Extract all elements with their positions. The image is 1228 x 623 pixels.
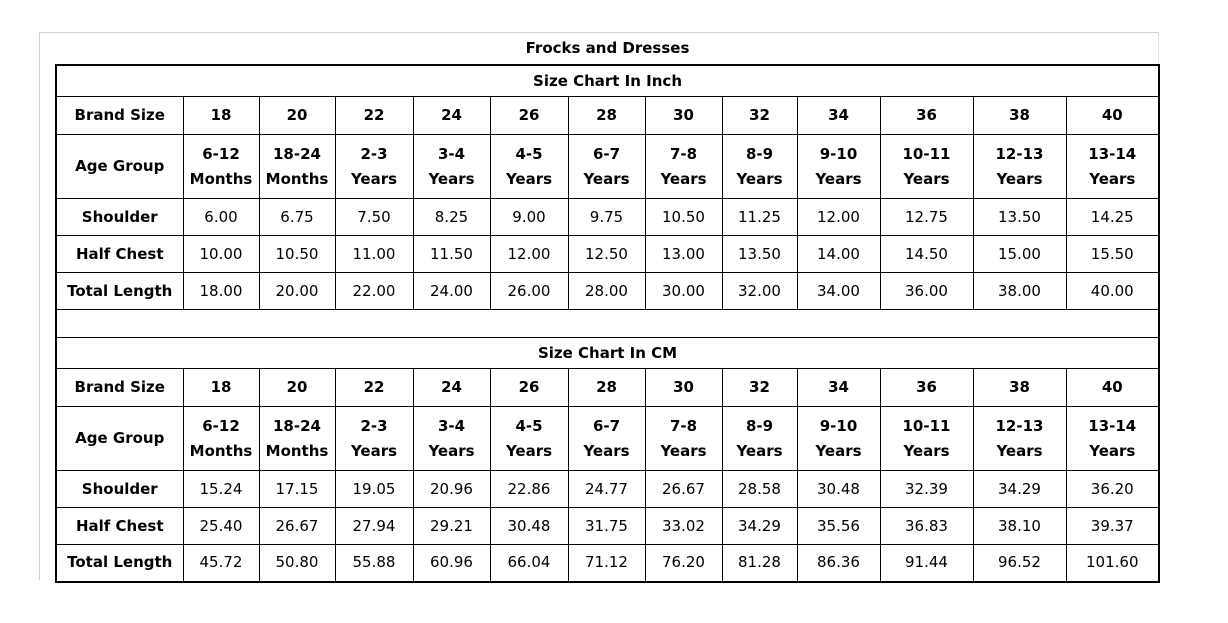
total-length-cell: 24.00 [413, 273, 490, 310]
half-chest-cell: 26.67 [259, 508, 335, 545]
brand-size-cell: 32 [722, 369, 797, 407]
half-chest-cell: 33.02 [645, 508, 722, 545]
age-range: 2-3 [360, 144, 388, 163]
total-length-cell: 81.28 [722, 545, 797, 582]
half-chest-cell: 39.37 [1066, 508, 1159, 545]
shoulder-cell: 8.25 [413, 199, 490, 236]
age-group-cell [645, 135, 722, 199]
half-chest-cell: 30.48 [490, 508, 568, 545]
age-group-cell [645, 407, 722, 471]
half-chest-cell: 11.00 [335, 236, 413, 273]
shoulder-cell: 7.50 [335, 199, 413, 236]
age-unit: Years [996, 169, 1043, 188]
total-length-cell: 18.00 [183, 273, 259, 310]
cm-shoulder-row [56, 471, 1159, 508]
age-range: 12-13 [995, 416, 1044, 435]
age-group-cell [880, 407, 973, 471]
age-unit: Years [996, 441, 1043, 460]
brand-size-cell: 26 [490, 369, 568, 407]
shoulder-cell: 32.39 [880, 471, 973, 508]
inch-brand-size-row [56, 97, 1159, 135]
shoulder-cell: 15.24 [183, 471, 259, 508]
cm-half-chest-row [56, 508, 1159, 545]
age-range: 13-14 [1088, 144, 1137, 163]
age-unit: Years [583, 169, 630, 188]
inch-half-chest-row [56, 236, 1159, 273]
spacer-cell [56, 310, 1159, 338]
total-length-cell: 38.00 [973, 273, 1066, 310]
age-range: 7-8 [669, 144, 698, 163]
total-length-cell: 50.80 [259, 545, 335, 582]
age-unit: Years [736, 169, 783, 188]
shoulder-label: Shoulder [56, 199, 183, 236]
age-group-cell [259, 135, 335, 199]
age-unit: Months [265, 169, 329, 188]
brand-size-cell: 28 [568, 369, 645, 407]
shoulder-cell: 13.50 [973, 199, 1066, 236]
age-unit: Months [189, 169, 253, 188]
shoulder-label: Shoulder [56, 471, 183, 508]
shoulder-cell: 28.58 [722, 471, 797, 508]
half-chest-cell: 27.94 [335, 508, 413, 545]
half-chest-cell: 36.83 [880, 508, 973, 545]
half-chest-cell: 29.21 [413, 508, 490, 545]
age-range: 4-5 [515, 144, 543, 163]
total-length-cell: 71.12 [568, 545, 645, 582]
age-group-cell [797, 135, 880, 199]
age-unit: Years [660, 169, 707, 188]
age-unit: Years [428, 441, 475, 460]
age-unit: Months [265, 441, 329, 460]
shoulder-cell: 12.00 [797, 199, 880, 236]
total-length-cell: 86.36 [797, 545, 880, 582]
inch-shoulder-row [56, 199, 1159, 236]
brand-size-label: Brand Size [56, 369, 183, 407]
inch-heading-row [56, 65, 1159, 97]
brand-size-cell: 40 [1066, 369, 1159, 407]
age-unit: Years [815, 441, 862, 460]
age-group-cell [490, 135, 568, 199]
age-group-cell [183, 135, 259, 199]
age-range: 9-10 [819, 144, 858, 163]
half-chest-cell: 14.00 [797, 236, 880, 273]
age-group-cell [413, 135, 490, 199]
inch-age-group-row [56, 135, 1159, 199]
shoulder-cell: 6.00 [183, 199, 259, 236]
age-group-cell [722, 135, 797, 199]
brand-size-cell: 20 [259, 97, 335, 135]
cm-brand-size-row [56, 369, 1159, 407]
total-length-cell: 76.20 [645, 545, 722, 582]
shoulder-cell: 34.29 [973, 471, 1066, 508]
total-length-cell: 40.00 [1066, 273, 1159, 310]
half-chest-cell: 15.50 [1066, 236, 1159, 273]
age-unit: Years [903, 441, 950, 460]
brand-size-cell: 24 [413, 97, 490, 135]
half-chest-cell: 12.50 [568, 236, 645, 273]
total-length-cell: 30.00 [645, 273, 722, 310]
shoulder-cell: 14.25 [1066, 199, 1159, 236]
total-length-cell: 55.88 [335, 545, 413, 582]
brand-size-cell: 38 [973, 97, 1066, 135]
chart-title: Frocks and Dresses [56, 32, 1159, 65]
age-range: 3-4 [437, 144, 466, 163]
age-range: 6-12 [202, 416, 240, 435]
age-unit: Months [189, 441, 253, 460]
inch-total-length-row [56, 273, 1159, 310]
age-range: 8-9 [745, 416, 774, 435]
total-length-cell: 34.00 [797, 273, 880, 310]
age-range: 18-24 [273, 144, 321, 163]
shoulder-cell: 19.05 [335, 471, 413, 508]
cm-age-group-row [56, 407, 1159, 471]
shoulder-cell: 10.50 [645, 199, 722, 236]
total-length-cell: 26.00 [490, 273, 568, 310]
age-unit: Years [660, 441, 707, 460]
age-group-cell [1066, 407, 1159, 471]
age-unit: Years [1089, 441, 1136, 460]
half-chest-cell: 38.10 [973, 508, 1066, 545]
brand-size-cell: 36 [880, 369, 973, 407]
half-chest-cell: 12.00 [490, 236, 568, 273]
brand-size-cell: 26 [490, 97, 568, 135]
brand-size-cell: 24 [413, 369, 490, 407]
age-range: 13-14 [1088, 416, 1137, 435]
shoulder-cell: 24.77 [568, 471, 645, 508]
age-unit: Years [903, 169, 950, 188]
age-group-cell [335, 407, 413, 471]
brand-size-cell: 18 [183, 369, 259, 407]
age-range: 12-13 [995, 144, 1044, 163]
age-range: 3-4 [437, 416, 466, 435]
total-length-cell: 32.00 [722, 273, 797, 310]
brand-size-cell: 34 [797, 369, 880, 407]
age-group-cell [1066, 135, 1159, 199]
age-unit: Years [815, 169, 862, 188]
inch-chart-heading: Size Chart In Inch [56, 65, 1159, 97]
total-length-cell: 101.60 [1066, 545, 1159, 582]
half-chest-label: Half Chest [56, 236, 183, 273]
total-length-cell: 91.44 [880, 545, 973, 582]
half-chest-cell: 13.00 [645, 236, 722, 273]
half-chest-cell: 13.50 [722, 236, 797, 273]
brand-size-cell: 22 [335, 369, 413, 407]
age-group-cell [880, 135, 973, 199]
brand-size-cell: 38 [973, 369, 1066, 407]
half-chest-cell: 25.40 [183, 508, 259, 545]
cm-heading-row [56, 338, 1159, 369]
brand-size-cell: 20 [259, 369, 335, 407]
brand-size-cell: 34 [797, 97, 880, 135]
size-chart [55, 32, 1158, 583]
half-chest-cell: 15.00 [973, 236, 1066, 273]
age-group-cell [335, 135, 413, 199]
brand-size-cell: 22 [335, 97, 413, 135]
age-unit: Years [505, 169, 553, 188]
shoulder-cell: 11.25 [722, 199, 797, 236]
half-chest-label: Half Chest [56, 508, 183, 545]
half-chest-cell: 31.75 [568, 508, 645, 545]
age-group-cell [973, 407, 1066, 471]
brand-size-cell: 30 [645, 97, 722, 135]
half-chest-cell: 34.29 [722, 508, 797, 545]
total-length-cell: 22.00 [335, 273, 413, 310]
brand-size-cell: 28 [568, 97, 645, 135]
age-unit: Years [505, 441, 553, 460]
age-group-cell [973, 135, 1066, 199]
age-unit: Years [350, 169, 398, 188]
spacer-row [56, 310, 1159, 338]
age-range: 9-10 [819, 416, 858, 435]
brand-size-cell: 40 [1066, 97, 1159, 135]
age-group-cell [568, 135, 645, 199]
brand-size-cell: 18 [183, 97, 259, 135]
age-unit: Years [350, 441, 398, 460]
age-group-cell [259, 407, 335, 471]
half-chest-cell: 14.50 [880, 236, 973, 273]
size-chart-table [55, 32, 1160, 583]
age-group-cell [568, 407, 645, 471]
total-length-cell: 36.00 [880, 273, 973, 310]
brand-size-cell: 32 [722, 97, 797, 135]
age-range: 2-3 [360, 416, 388, 435]
age-group-cell [722, 407, 797, 471]
half-chest-cell: 10.00 [183, 236, 259, 273]
shoulder-cell: 12.75 [880, 199, 973, 236]
total-length-cell: 28.00 [568, 273, 645, 310]
shoulder-cell: 20.96 [413, 471, 490, 508]
total-length-cell: 20.00 [259, 273, 335, 310]
shoulder-cell: 22.86 [490, 471, 568, 508]
shoulder-cell: 30.48 [797, 471, 880, 508]
age-range: 10-11 [902, 416, 951, 435]
age-unit: Years [583, 441, 630, 460]
age-unit: Years [428, 169, 475, 188]
shoulder-cell: 26.67 [645, 471, 722, 508]
cm-chart-heading: Size Chart In CM [56, 338, 1159, 369]
age-range: 8-9 [745, 144, 774, 163]
cm-total-length-row [56, 545, 1159, 582]
total-length-label: Total Length [56, 545, 183, 582]
shoulder-cell: 6.75 [259, 199, 335, 236]
age-range: 18-24 [273, 416, 321, 435]
age-group-label: Age Group [56, 407, 183, 471]
age-group-cell [797, 407, 880, 471]
age-unit: Years [736, 441, 783, 460]
shoulder-cell: 36.20 [1066, 471, 1159, 508]
age-range: 7-8 [669, 416, 698, 435]
brand-size-cell: 30 [645, 369, 722, 407]
age-group-label: Age Group [56, 135, 183, 199]
age-group-cell [183, 407, 259, 471]
age-range: 6-7 [592, 144, 621, 163]
age-range: 6-12 [202, 144, 240, 163]
age-group-cell [490, 407, 568, 471]
age-range: 6-7 [592, 416, 621, 435]
brand-size-label: Brand Size [56, 97, 183, 135]
age-range: 4-5 [515, 416, 543, 435]
total-length-cell: 60.96 [413, 545, 490, 582]
shoulder-cell: 9.75 [568, 199, 645, 236]
half-chest-cell: 10.50 [259, 236, 335, 273]
age-unit: Years [1089, 169, 1136, 188]
age-group-cell [413, 407, 490, 471]
half-chest-cell: 11.50 [413, 236, 490, 273]
total-length-cell: 96.52 [973, 545, 1066, 582]
shoulder-cell: 9.00 [490, 199, 568, 236]
brand-size-cell: 36 [880, 97, 973, 135]
total-length-cell: 45.72 [183, 545, 259, 582]
total-length-label: Total Length [56, 273, 183, 310]
half-chest-cell: 35.56 [797, 508, 880, 545]
shoulder-cell: 17.15 [259, 471, 335, 508]
age-range: 10-11 [902, 144, 951, 163]
total-length-cell: 66.04 [490, 545, 568, 582]
